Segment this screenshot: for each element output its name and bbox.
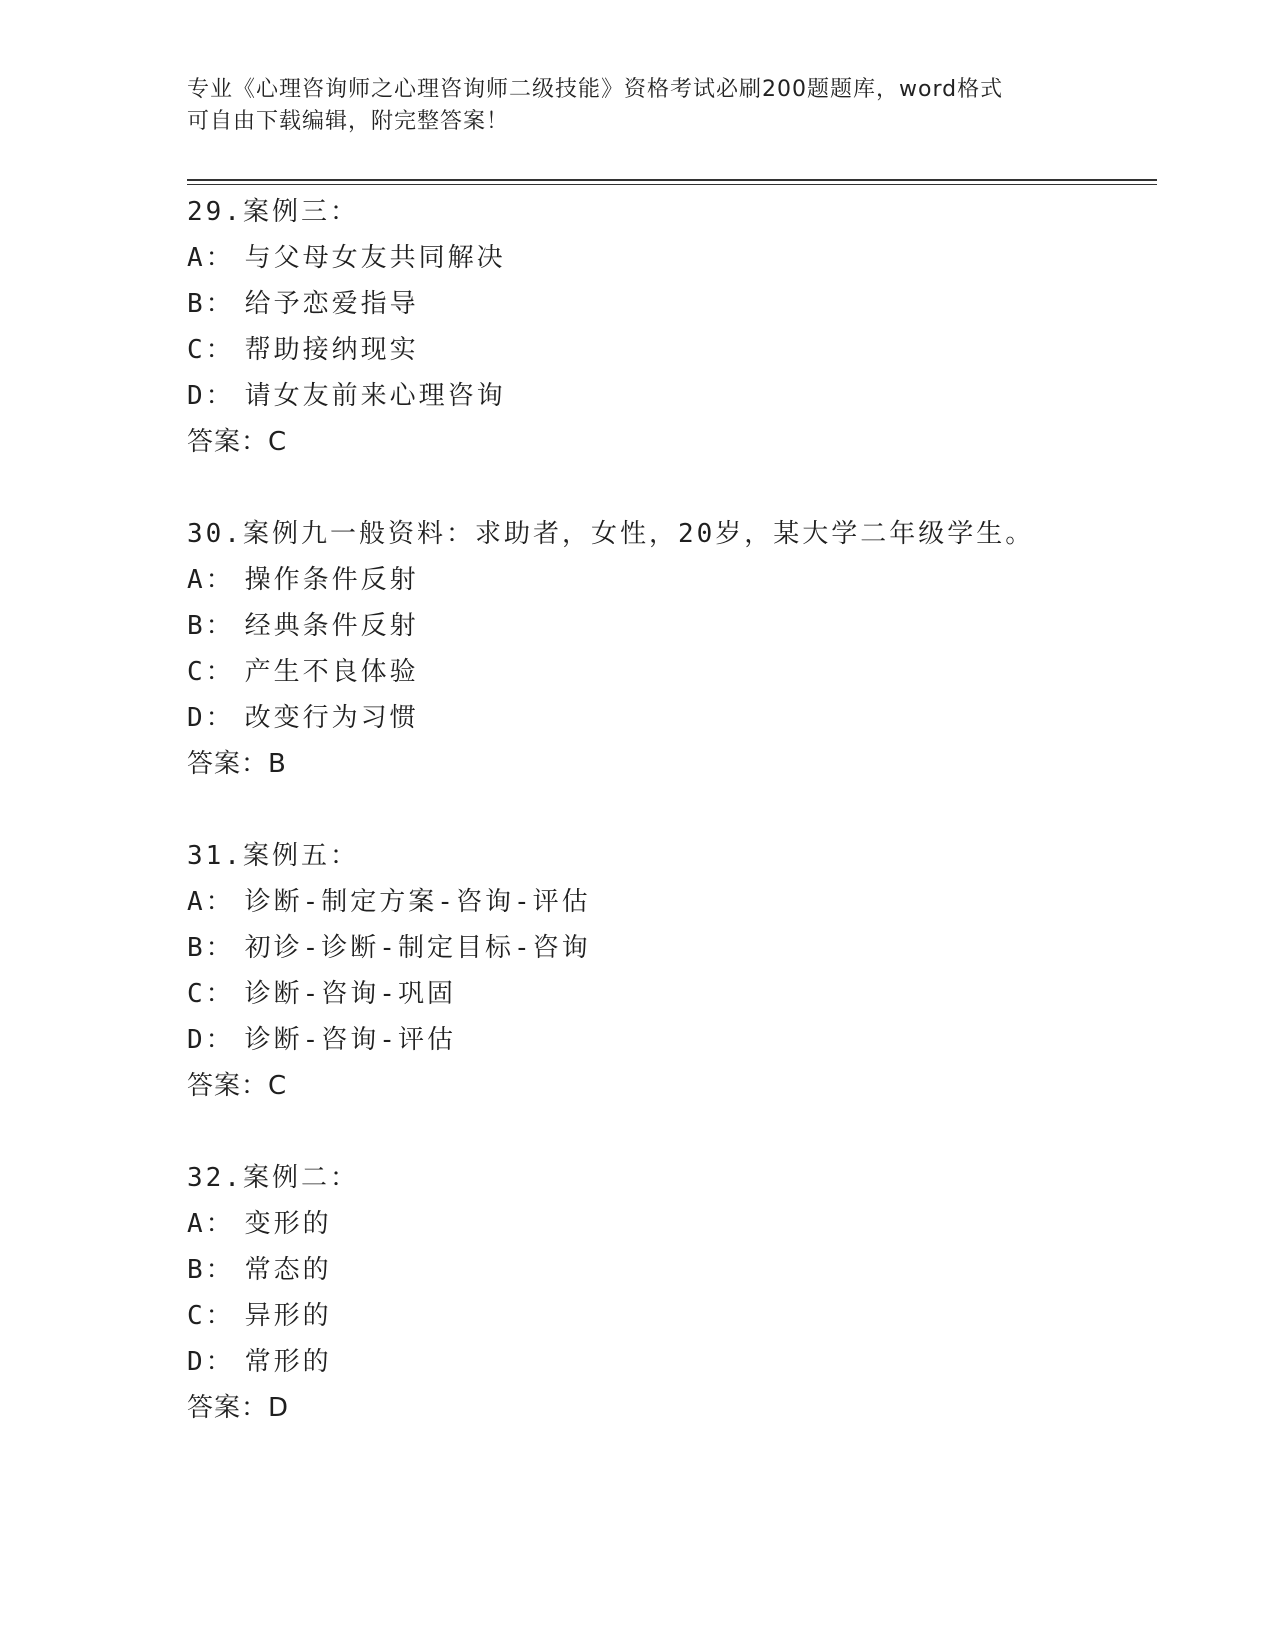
question-31 bbox=[187, 833, 1157, 1109]
option-a bbox=[187, 879, 1157, 925]
question-32 bbox=[187, 1155, 1157, 1431]
answer-line: 答案：C bbox=[187, 427, 288, 457]
document-header bbox=[187, 74, 1087, 138]
option-a bbox=[187, 235, 1157, 281]
option-a bbox=[187, 1201, 1157, 1247]
option-text: 常形的 bbox=[244, 1347, 332, 1377]
header-divider-thin bbox=[187, 184, 1157, 185]
option-text: 请女友前来心理咨询 bbox=[244, 381, 506, 411]
option-key: D： bbox=[187, 381, 235, 411]
option-key: D： bbox=[187, 1025, 235, 1055]
option-key: B： bbox=[187, 611, 235, 641]
question-stem: 30.案例九一般资料：求助者，女性，20岁，某大学二年级学生。 bbox=[187, 519, 1035, 549]
question-list bbox=[187, 189, 1157, 1477]
option-text: 帮助接纳现实 bbox=[244, 335, 419, 365]
option-key: A： bbox=[187, 243, 235, 273]
option-d bbox=[187, 1339, 1157, 1385]
question-stem: 32.案例二： bbox=[187, 1163, 359, 1193]
option-b bbox=[187, 603, 1157, 649]
option-b bbox=[187, 281, 1157, 327]
option-text: 变形的 bbox=[244, 1209, 332, 1239]
option-text: 诊断-制定方案-咨询-评估 bbox=[244, 887, 591, 917]
option-key: C： bbox=[187, 1301, 235, 1331]
option-text: 改变行为习惯 bbox=[244, 703, 419, 733]
option-key: D： bbox=[187, 1347, 235, 1377]
option-text: 诊断-咨询-评估 bbox=[244, 1025, 456, 1055]
question-30 bbox=[187, 511, 1157, 787]
option-key: A： bbox=[187, 565, 235, 595]
option-key: D： bbox=[187, 703, 235, 733]
option-text: 初诊-诊断-制定目标-咨询 bbox=[244, 933, 591, 963]
option-d bbox=[187, 695, 1157, 741]
option-d bbox=[187, 1017, 1157, 1063]
option-key: B： bbox=[187, 933, 235, 963]
option-c bbox=[187, 327, 1157, 373]
option-key: C： bbox=[187, 657, 235, 687]
option-c bbox=[187, 649, 1157, 695]
option-c bbox=[187, 1293, 1157, 1339]
option-key: C： bbox=[187, 335, 235, 365]
question-29 bbox=[187, 189, 1157, 465]
question-stem: 31.案例五： bbox=[187, 841, 359, 871]
option-key: C： bbox=[187, 979, 235, 1009]
option-text: 操作条件反射 bbox=[244, 565, 419, 595]
option-text: 异形的 bbox=[244, 1301, 332, 1331]
answer-line: 答案：D bbox=[187, 1393, 290, 1423]
option-text: 经典条件反射 bbox=[244, 611, 419, 641]
header-divider-thick bbox=[187, 179, 1157, 181]
option-c bbox=[187, 971, 1157, 1017]
option-a bbox=[187, 557, 1157, 603]
option-b bbox=[187, 925, 1157, 971]
option-text: 给予恋爱指导 bbox=[244, 289, 419, 319]
question-stem: 29.案例三： bbox=[187, 197, 359, 227]
option-text: 常态的 bbox=[244, 1255, 332, 1285]
option-d bbox=[187, 373, 1157, 419]
option-b bbox=[187, 1247, 1157, 1293]
answer-line: 答案：B bbox=[187, 749, 287, 779]
option-text: 诊断-咨询-巩固 bbox=[244, 979, 456, 1009]
option-key: A： bbox=[187, 1209, 235, 1239]
option-key: B： bbox=[187, 289, 235, 319]
option-text: 与父母女友共同解决 bbox=[244, 243, 506, 273]
answer-line: 答案：C bbox=[187, 1071, 288, 1101]
option-key: B： bbox=[187, 1255, 235, 1285]
option-text: 产生不良体验 bbox=[244, 657, 419, 687]
header-line-2: 可自由下载编辑，附完整答案！ bbox=[187, 109, 510, 134]
header-line-1: 专业《心理咨询师之心理咨询师二级技能》资格考试必刷200题题库，word格式 bbox=[187, 77, 1004, 102]
option-key: A： bbox=[187, 887, 235, 917]
